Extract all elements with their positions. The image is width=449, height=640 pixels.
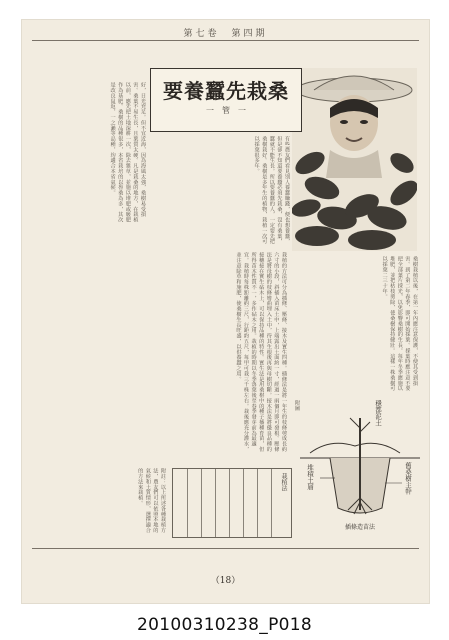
table-column-line — [243, 469, 244, 537]
page-header: 第七卷 第四期 — [183, 29, 268, 39]
body-text-block-left-upper: 好，日光充足。但不宜近海，因為海風太強，桑樹易受損害。桑葉不易生長，且葉質太硬。凡是栽桑的地方，在栽植以前，應先把土地深耕一次，除去雜草，並施以堆肥或廏肥作為基肥。桑樹的品種很多，本省栽培的以魯桑為多，其次是改良鼠返，一之瀨等品種，均適合本省氣候。 — [109, 82, 146, 223]
table-column-line — [257, 469, 258, 537]
table-column-line — [271, 469, 272, 537]
planting-diagram — [300, 398, 420, 536]
magazine-page — [22, 20, 429, 603]
planting-table — [172, 468, 292, 538]
page-number: （18） — [210, 576, 241, 586]
article-title: 要養蠶先栽桑 — [163, 79, 289, 103]
planting-diagram-drawing — [300, 398, 420, 536]
diagram-label-right: 舊桑樹主幹 — [404, 462, 412, 495]
footer-rule — [32, 548, 419, 549]
table-column-line — [215, 469, 216, 537]
photo-woman-with-hat — [292, 68, 417, 251]
image-id-caption: 20100310238_P018 — [137, 615, 312, 635]
body-text-block-bottom-left: 附註：以上所述各種栽植方法，農友們可以依照本地的氣候和土質情形，選擇適合的方法來栽植。 — [137, 468, 166, 533]
body-text-block-left-lower: 栽植的方法可分為插條、壓條、接木及實生四種。插條法是將一年生的枝條剪成長約六寸的小段，斜插入苗床土中，上端露出土面約一寸，經過一兩個月即可發根。壓條法是將母樹的枝條彎曲埋入土中，待其生根後再與母樹切斷。接木法是將優良品種的接穗接在實生砧木上，可以保持品種的特性。實生法是用桑椹中的種子播種育苗，但所得苗木性質不一，多作砧木之用。栽植的時期以冬季落葉後至春季發芽前為最適宜。栽植時每株距離約三尺，行距約五尺，每甲可栽三千株左右。栽後應充分灌水，並注意除草和施肥，使桑樹生長旺盛，以供養蠶之用。 — [235, 252, 287, 452]
body-text-block-right: 桑樹栽植以後，在第一年內應注意保護，不使其受到損害。到了第二年春季，即可開始採葉。採葉時應注意不要把全部葉片採光，以免影響桑樹的生長。每年冬季應施以堆肥，並把枯枝剪除，使桑樹保持健壯。這樣一株桑樹可以採葉二三十年。 — [381, 256, 418, 391]
diagram-label-left: 堆積土層 — [306, 464, 314, 490]
table-column-line — [201, 469, 202, 537]
header-rule — [32, 40, 419, 41]
diagram-label-top: 穩都泥土 — [374, 400, 382, 426]
photo-illustration — [292, 68, 417, 251]
diagram-caption: 插條造苗法 — [344, 524, 375, 531]
article-byline: 一 管 一 — [206, 106, 246, 115]
body-text-block-right-lower: 附圖 — [294, 400, 300, 411]
body-text-block-middle: 有些農友們看見別人養蠶賺錢，便也想養蠶，但是卻不知道要養蠶必須先栽桑，沒有桑葉，蠶就不能生長。所以要養蠶的人，一定要先把桑樹栽好。桑樹是多年生的植物，栽植一次可以採葉很多年。 — [253, 136, 290, 244]
table-column-line — [229, 469, 230, 537]
table-header: 栽植法 — [280, 473, 287, 491]
article-title-box — [150, 68, 302, 132]
table-column-line — [187, 469, 188, 537]
